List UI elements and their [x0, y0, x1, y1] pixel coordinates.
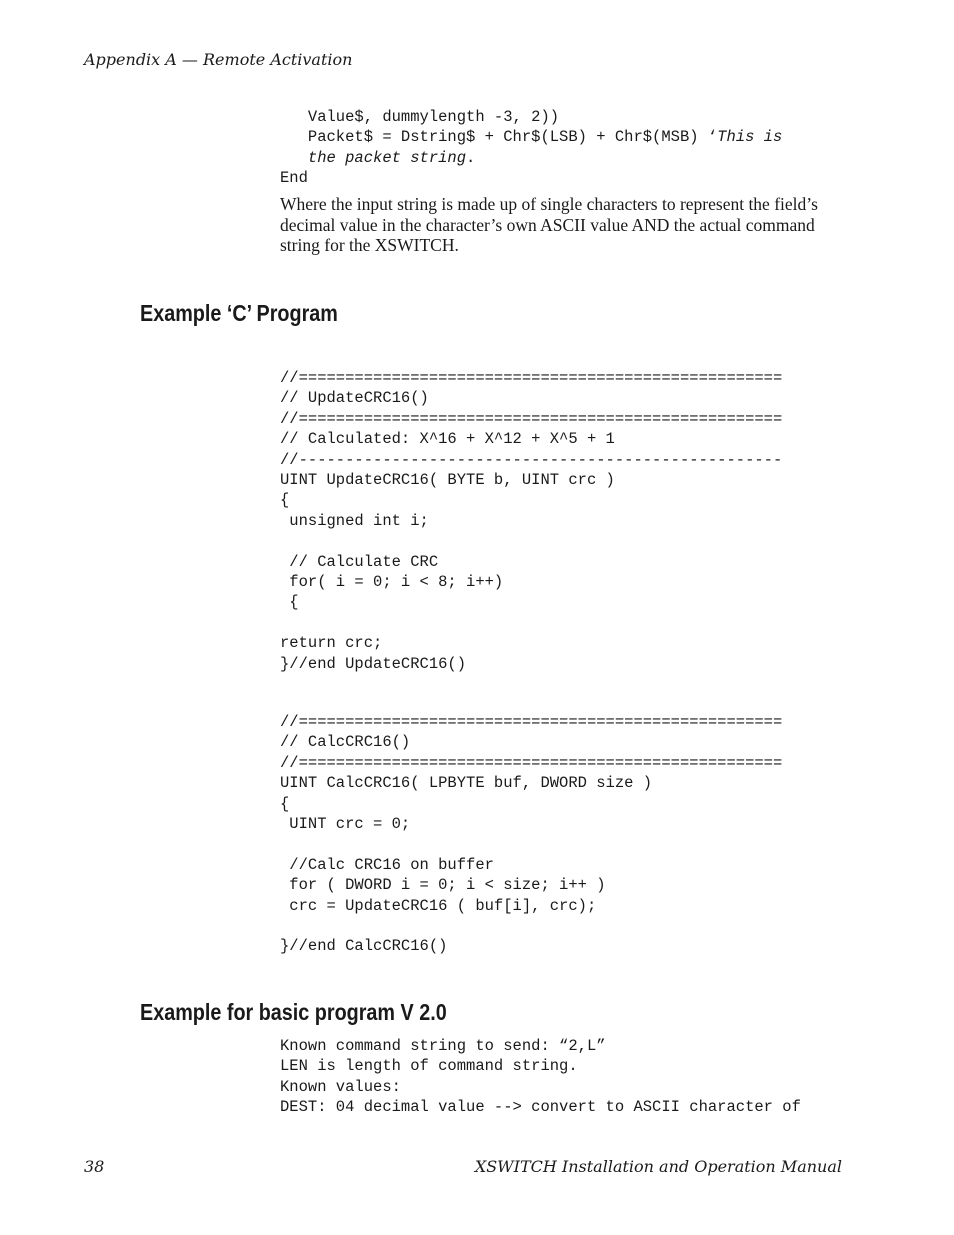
code-line: // CalcCRC16()	[280, 733, 411, 752]
code-comment: the packet string	[280, 148, 467, 167]
code-segment: Packet$ = Dstring$ + Chr$(LSB) + Chr$(MSB) ‘	[280, 128, 718, 147]
body-paragraph: Where the input string is made up of single characters to represent the field’s decimal value in the character’s own ASCII value AND the actual command string for the XSWITCH.	[280, 194, 818, 256]
code-line: // Calculate CRC	[280, 552, 439, 571]
code-line: {	[280, 593, 299, 612]
code-line: // Calculated: X^16 + X^12 + X^5 + 1	[280, 430, 615, 449]
code-line	[280, 613, 782, 633]
code-segment: .	[466, 148, 476, 167]
top-code-block	[280, 107, 782, 189]
code-line: Known command string to send: “2,L”	[280, 1037, 606, 1055]
code-line: // UpdateCRC16()	[280, 389, 429, 408]
code-line: UINT CalcCRC16( LPBYTE buf, DWORD size )	[280, 774, 653, 793]
code-line: crc = UpdateCRC16 ( buf[i], crc);	[280, 896, 597, 915]
page-number: 38	[84, 1157, 105, 1176]
code-block-updatecrc16	[280, 368, 782, 674]
code-line: {	[280, 491, 290, 510]
code-line: //Calc CRC16 on buffer	[280, 855, 494, 874]
code-line: }//end CalcCRC16()	[280, 937, 448, 956]
code-line: Value$, dummylength -3, 2))	[280, 108, 560, 126]
running-header: Appendix A — Remote Activation	[84, 50, 353, 69]
code-line: //----------------------------------------------------	[280, 450, 783, 469]
section-heading-basic-program: Example for basic program V 2.0	[140, 999, 447, 1025]
code-line: unsigned int i;	[280, 511, 429, 530]
code-line: End	[280, 169, 308, 188]
code-line: //====================================================	[280, 753, 783, 772]
code-line: DEST: 04 decimal value --> convert to ASCII character of	[280, 1098, 801, 1117]
code-line: LEN is length of command string.	[280, 1057, 578, 1076]
code-block-basic	[280, 1036, 801, 1118]
code-line: UINT UpdateCRC16( BYTE b, UINT crc )	[280, 471, 615, 490]
code-line: {	[280, 794, 290, 813]
code-line	[280, 127, 782, 147]
code-line	[280, 916, 782, 936]
code-line	[280, 531, 782, 551]
code-line	[280, 148, 782, 168]
code-line: for ( DWORD i = 0; i < size; i++ )	[280, 876, 606, 895]
code-line: for( i = 0; i < 8; i++)	[280, 573, 504, 592]
code-line: //====================================================	[280, 713, 783, 731]
code-line	[280, 834, 782, 854]
code-line: //====================================================	[280, 369, 783, 387]
code-comment: This is	[717, 128, 783, 147]
code-line: return crc;	[280, 634, 383, 653]
code-line: }//end UpdateCRC16()	[280, 654, 467, 673]
section-heading-c-program: Example ‘C’ Program	[140, 300, 338, 326]
code-line: Known values:	[280, 1077, 401, 1096]
code-block-calccrc16	[280, 712, 782, 957]
code-line: //====================================================	[280, 409, 783, 428]
code-line: UINT crc = 0;	[280, 815, 411, 834]
manual-title: XSWITCH Installation and Operation Manual	[474, 1157, 842, 1176]
